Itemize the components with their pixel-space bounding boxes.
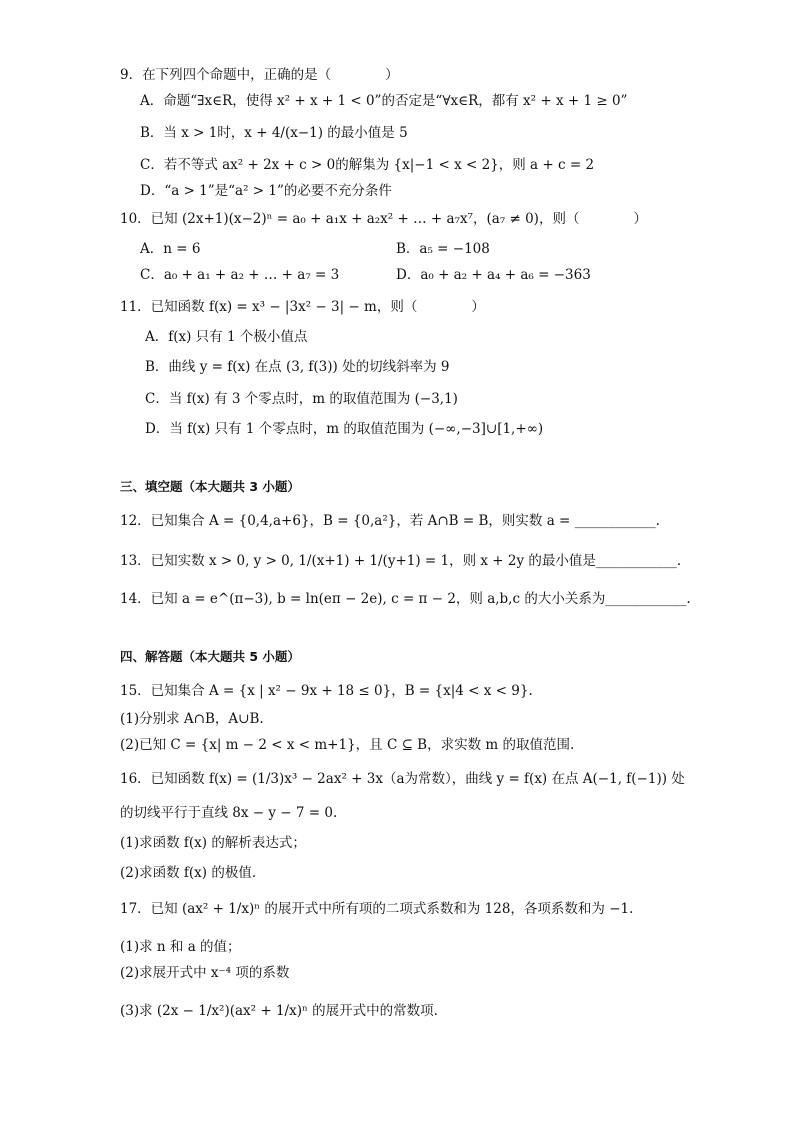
q9-option-c: C．若不等式 ax² + 2x + c > 0的解集为 {x|−1 < x < 2}，则 a + c = 2 bbox=[140, 157, 595, 173]
q10-option-a: A．n = 6 bbox=[140, 241, 201, 257]
question-15: 15．已知集合 A = {x | x² − 9x + 18 ≤ 0}，B = {x|4 < x < 9}. bbox=[120, 683, 533, 699]
q11-option-d: D．当 f(x) 只有 1 个零点时，m 的取值范围为 (−∞,−3]∪[1,+∞) bbox=[145, 421, 544, 437]
question-13: 13．已知实数 x > 0, y > 0, 1/(x+1) + 1/(y+1) = 1，则 x + 2y 的最小值是____________. bbox=[120, 553, 682, 569]
question-12: 12．已知集合 A = {0,4,a+6}，B = {0,a²}，若 A∩B = B，则实数 a = ____________. bbox=[120, 513, 660, 529]
q17-part-2: (2)求展开式中 x⁻⁴ 项的系数 bbox=[120, 965, 290, 981]
q17-part-1: (1)求 n 和 a 的值； bbox=[120, 939, 241, 955]
q16-part-2: (2)求函数 f(x) 的极值. bbox=[120, 865, 257, 881]
question-16: 16．已知函数 f(x) = (1/3)x³ − 2ax² + 3x（a为常数），曲线 y = f(x) 在点 A(−1, f(−1)) 处 bbox=[120, 771, 685, 787]
section-3-heading: 三、填空题（本大题共 3 小题） bbox=[120, 479, 300, 494]
question-9: 9．在下列四个命题中，正确的是（ ） bbox=[120, 67, 399, 83]
q11-option-c: C．当 f(x) 有 3 个零点时，m 的取值范围为 (−3,1) bbox=[145, 391, 458, 407]
question-16-cont: 的切线平行于直线 8x − y − 7 = 0. bbox=[120, 805, 338, 821]
q16-part-1: (1)求函数 f(x) 的解析表达式； bbox=[120, 835, 306, 851]
question-14: 14．已知 a = e^(π−3), b = ln(eπ − 2e), c = π − 2，则 a,b,c 的大小关系为____________. bbox=[120, 591, 691, 607]
q15-part-1: (1)分别求 A∩B，A∪B. bbox=[120, 711, 264, 727]
q10-option-b: B．a₅ = −108 bbox=[396, 241, 490, 257]
question-11: 11．已知函数 f(x) = x³ − |3x² − 3| − m，则（ ） bbox=[120, 299, 485, 315]
q11-option-b: B．曲线 y = f(x) 在点 (3, f(3)) 处的切线斜率为 9 bbox=[145, 359, 450, 375]
question-10: 10．已知 (2x+1)(x−2)ⁿ = a₀ + a₁x + a₂x² + … + a₇x⁷，(a₇ ≠ 0)，则（ ） bbox=[120, 211, 647, 227]
q10-option-c: C．a₀ + a₁ + a₂ + … + a₇ = 3 bbox=[140, 267, 340, 283]
q15-part-2: (2)已知 C = {x| m − 2 < x < m+1}，且 C ⊆ B，求实数 m 的取值范围. bbox=[120, 737, 575, 753]
q9-option-d: D．“a > 1”是“a² > 1”的必要不充分条件 bbox=[140, 183, 392, 199]
section-4-heading: 四、解答题（本大题共 5 小题） bbox=[120, 649, 300, 664]
q11-option-a: A．f(x) 只有 1 个极小值点 bbox=[145, 329, 308, 345]
q17-part-3: (3)求 (2x − 1/x²)(ax² + 1/x)ⁿ 的展开式中的常数项. bbox=[120, 1003, 438, 1019]
q9-option-a: A．命题“∃x∈R，使得 x² + x + 1 < 0”的否定是“∀x∈R，都有 x² + x + 1 ≥ 0” bbox=[140, 93, 628, 109]
q10-option-d: D．a₀ + a₂ + a₄ + a₆ = −363 bbox=[396, 267, 591, 283]
q9-option-b: B．当 x > 1时，x + 4/(x−1) 的最小值是 5 bbox=[140, 125, 408, 141]
question-17: 17．已知 (ax² + 1/x)ⁿ 的展开式中所有项的二项式系数和为 128，各项系数和为 −1. bbox=[120, 901, 634, 917]
